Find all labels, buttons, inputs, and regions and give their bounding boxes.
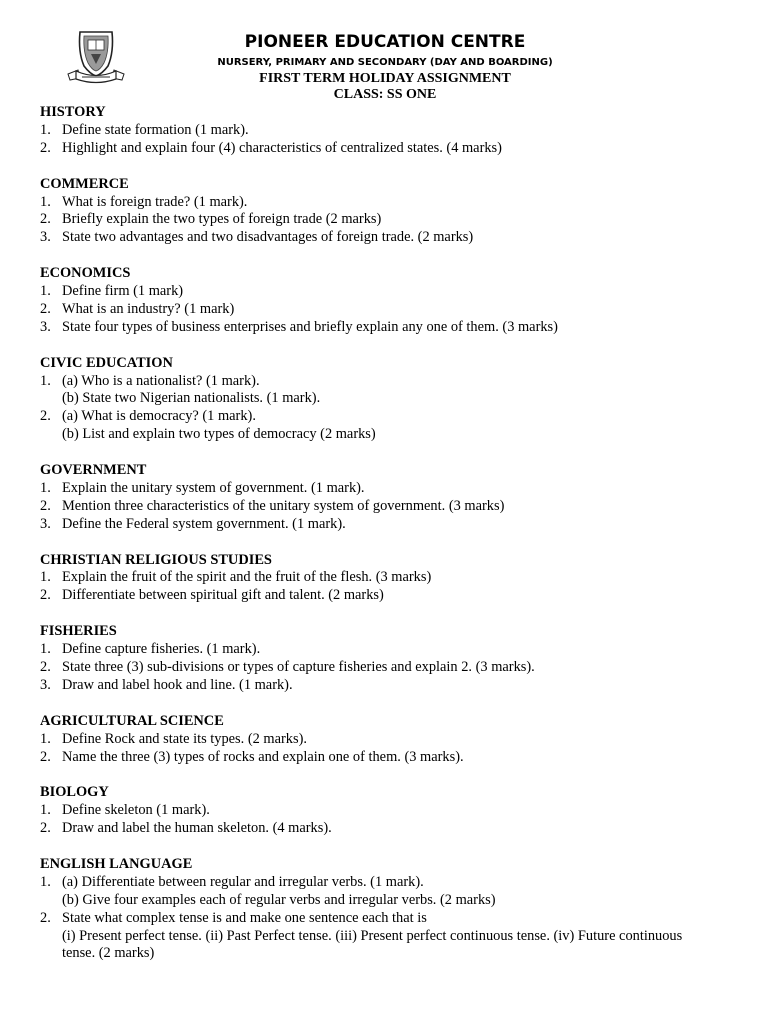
question-item <box>40 480 740 498</box>
subject-section <box>40 713 740 767</box>
subject-section <box>40 552 740 606</box>
question-number: 1. <box>40 641 51 658</box>
question-text: Draw and label the human skeleton. (4 marks). <box>62 820 332 837</box>
question-item <box>40 122 740 140</box>
question-item <box>40 641 740 659</box>
question-item <box>40 659 740 677</box>
assignment-sections <box>40 104 740 981</box>
subject-section <box>40 265 740 337</box>
question-item <box>40 301 740 319</box>
question-number: 3. <box>40 318 51 335</box>
question-number: 1. <box>40 372 51 389</box>
subject-title: ECONOMICS <box>40 265 131 282</box>
question-number: 2. <box>40 300 51 317</box>
question-number: 3. <box>40 515 51 532</box>
question-text: Differentiate between spiritual gift and talent. (2 marks) <box>62 587 384 604</box>
question-text: Define capture fisheries. (1 mark). <box>62 641 261 658</box>
question-text: (a) Who is a nationalist? (1 mark). <box>62 372 260 389</box>
school-name: PIONEER EDUCATION CENTRE <box>244 32 526 52</box>
assignment-heading <box>240 71 530 103</box>
subject-section <box>40 623 740 695</box>
question-text: (b) List and explain two types of democracy (2 marks) <box>62 426 376 443</box>
question-text: Briefly explain the two types of foreign trade (2 marks) <box>62 211 382 228</box>
question-item <box>40 229 740 247</box>
question-text: State four types of business enterprises and briefly explain any one of them. (3 marks) <box>62 318 558 335</box>
question-number: 1. <box>40 873 51 890</box>
question-item <box>40 408 740 444</box>
question-text: What is an industry? (1 mark) <box>62 300 235 317</box>
question-text: Highlight and explain four (4) characteristics of centralized states. (4 marks) <box>62 139 502 156</box>
question-number: 1. <box>40 479 51 496</box>
question-number: 2. <box>40 820 51 837</box>
question-text: (i) Present perfect tense. (ii) Past Perfect tense. (iii) Present perfect continuous tense. (iv) Future continuous <box>62 927 683 944</box>
subject-title: CHRISTIAN RELIGIOUS STUDIES <box>40 551 272 568</box>
question-item <box>40 677 740 695</box>
question-text: What is foreign trade? (1 mark). <box>62 193 248 210</box>
question-item <box>40 498 740 516</box>
subject-title: FISHERIES <box>40 623 117 640</box>
question-text: (a) Differentiate between regular and irregular verbs. (1 mark). <box>62 873 424 890</box>
school-crest-logo <box>66 28 126 86</box>
question-number: 2. <box>40 748 51 765</box>
question-text: Define Rock and state its types. (2 marks). <box>62 730 307 747</box>
question-item <box>40 587 740 605</box>
question-text: Draw and label hook and line. (1 mark). <box>62 676 293 693</box>
question-text: Explain the fruit of the spirit and the fruit of the flesh. (3 marks) <box>62 569 432 586</box>
school-subtitle: NURSERY, PRIMARY AND SECONDARY (DAY AND BOARDING) <box>217 57 553 68</box>
question-item <box>40 802 740 820</box>
question-number: 2. <box>40 211 51 228</box>
question-text: State three (3) sub-divisions or types of capture fisheries and explain 2. (3 marks). <box>62 659 535 675</box>
question-number: 2. <box>40 408 51 425</box>
question-item <box>40 820 740 838</box>
question-number: 3. <box>40 229 51 246</box>
subject-title: COMMERCE <box>40 175 129 192</box>
question-number: 2. <box>40 587 51 604</box>
question-number: 1. <box>40 193 51 210</box>
question-number: 1. <box>40 730 51 747</box>
question-number: 1. <box>40 283 51 300</box>
subject-section <box>40 104 740 158</box>
question-text: Explain the unitary system of government. (1 mark). <box>62 479 365 496</box>
question-number: 2. <box>40 909 51 926</box>
subject-title: ENGLISH LANGUAGE <box>40 855 193 872</box>
question-text: Mention three characteristics of the unitary system of government. (3 marks) <box>62 497 505 514</box>
question-text: (b) State two Nigerian nationalists. (1 mark). <box>62 390 321 407</box>
question-item <box>40 516 740 534</box>
question-text: tense. (2 marks) <box>62 945 155 962</box>
subject-section <box>40 462 740 534</box>
question-item <box>40 910 740 964</box>
question-text: Define the Federal system government. (1 mark). <box>62 515 346 532</box>
question-item <box>40 211 740 229</box>
question-text: Define state formation (1 mark). <box>62 121 249 138</box>
question-number: 2. <box>40 139 51 156</box>
question-item <box>40 749 740 767</box>
question-text: State what complex tense is and make one sentence each that is <box>62 909 427 926</box>
question-text: (a) What is democracy? (1 mark). <box>62 408 256 425</box>
question-text: Define skeleton (1 mark). <box>62 802 210 819</box>
question-text: Name the three (3) types of rocks and explain one of them. (3 marks). <box>62 748 464 765</box>
subject-section <box>40 784 740 838</box>
question-number: 2. <box>40 497 51 514</box>
subject-title: GOVERNMENT <box>40 462 147 479</box>
question-item <box>40 373 740 409</box>
question-item <box>40 569 740 587</box>
subject-section <box>40 355 740 445</box>
question-number: 1. <box>40 569 51 586</box>
subject-title: BIOLOGY <box>40 784 109 801</box>
subject-title: AGRICULTURAL SCIENCE <box>40 712 224 729</box>
question-item <box>40 194 740 212</box>
subject-section <box>40 176 740 248</box>
question-item <box>40 319 740 337</box>
question-number: 2. <box>40 659 51 675</box>
question-number: 3. <box>40 676 51 693</box>
question-item <box>40 874 740 910</box>
question-item <box>40 731 740 749</box>
subject-title: CIVIC EDUCATION <box>40 354 173 371</box>
question-text: Define firm (1 mark) <box>62 283 184 300</box>
question-text: State two advantages and two disadvantages of foreign trade. (2 marks) <box>62 229 474 246</box>
subject-section <box>40 856 740 963</box>
question-item <box>40 283 740 301</box>
subject-title: HISTORY <box>40 104 106 120</box>
question-item <box>40 140 740 158</box>
question-number: 1. <box>40 802 51 819</box>
assignment-title: FIRST TERM HOLIDAY ASSIGNMENT <box>259 71 511 86</box>
question-text: (b) Give four examples each of regular verbs and irregular verbs. (2 marks) <box>62 891 496 908</box>
class-label: CLASS: SS ONE <box>333 87 437 102</box>
question-number: 1. <box>40 121 51 138</box>
